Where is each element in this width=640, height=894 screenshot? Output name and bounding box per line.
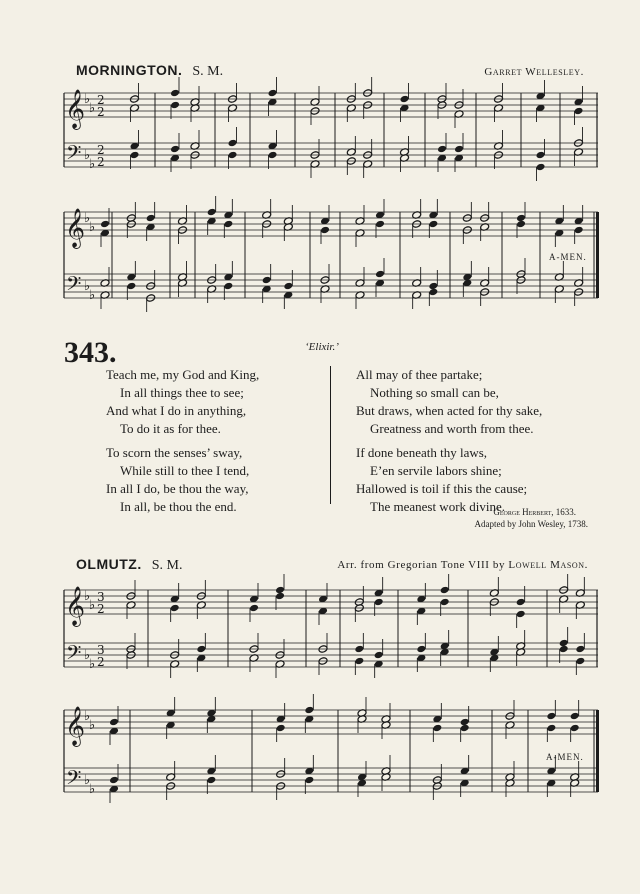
flat-icon: ♭ <box>84 773 91 788</box>
note-head <box>516 598 526 607</box>
note-head <box>437 145 447 154</box>
note-head <box>575 645 585 654</box>
verse-line: To do it as for thee. <box>120 421 221 436</box>
amen-label: A-MEN. <box>549 252 587 262</box>
tune-reference: ‘Elixir.’ <box>305 341 339 353</box>
verses-left-column <box>106 366 326 516</box>
note-head <box>416 645 426 654</box>
flat-icon: ♭ <box>84 92 91 107</box>
stanza <box>106 444 326 516</box>
treble-clef-icon: 𝄞 <box>65 586 86 626</box>
note-head <box>196 645 206 654</box>
note-head <box>536 163 546 172</box>
note-head <box>304 776 314 785</box>
time-signature-icon: 2 <box>97 93 105 107</box>
note-head <box>109 718 119 727</box>
note-head <box>275 592 285 601</box>
note-head <box>223 220 233 229</box>
note-head <box>432 724 442 733</box>
note-head <box>262 276 272 285</box>
verse-line: Nothing so small can be, <box>370 385 499 400</box>
verse-line: Greatness and worth from thee. <box>370 421 534 436</box>
flat-icon: ♭ <box>89 220 96 235</box>
time-signature-icon: 2 <box>97 655 105 669</box>
note-head <box>546 712 556 721</box>
author-credit: George Herbert, 1633. <box>493 507 576 517</box>
note-head <box>454 145 464 154</box>
tune-meter: S. M. <box>151 558 183 573</box>
note-head <box>223 282 233 291</box>
note-head <box>228 139 238 148</box>
tune-meter: S. M. <box>192 64 224 79</box>
note-head <box>536 151 546 160</box>
verses-right-column <box>356 366 596 516</box>
tune-name: MORNINGTON. <box>76 62 183 78</box>
flat-icon: ♭ <box>89 782 96 797</box>
note-head <box>268 89 278 98</box>
note-head <box>574 107 584 116</box>
note-head <box>375 270 385 279</box>
note-head <box>206 776 216 785</box>
time-signature-icon: 2 <box>97 155 105 169</box>
bass-clef-icon: 𝄢 <box>66 766 82 794</box>
flat-icon: ♭ <box>89 598 96 613</box>
flat-icon: ♭ <box>89 718 96 733</box>
flat-icon: ♭ <box>84 148 91 163</box>
note-head <box>170 89 180 98</box>
note-head <box>516 610 526 619</box>
note-head <box>516 220 526 229</box>
composer-prefix: Arr. from Gregorian Tone VIII by <box>337 559 509 571</box>
note-head <box>268 151 278 160</box>
time-signature-icon: 2 <box>97 602 105 616</box>
note-head <box>575 657 585 666</box>
stanza <box>106 366 326 438</box>
note-head <box>170 604 180 613</box>
composer-credit <box>337 559 588 571</box>
note-head <box>170 145 180 154</box>
note-head <box>428 288 438 297</box>
verse-line: The meanest work divine. <box>370 499 506 514</box>
verse-line: And what I do in anything, <box>106 403 247 418</box>
verse-line: All may of thee partake; <box>356 367 483 382</box>
note-head <box>249 604 259 613</box>
flat-icon: ♭ <box>89 157 96 172</box>
note-head <box>126 282 136 291</box>
composer-name: Lowell Mason. <box>508 559 588 571</box>
verse-line: Hallowed is toil if this the cause; <box>356 481 528 496</box>
note-head <box>354 645 364 654</box>
note-head <box>460 724 470 733</box>
flat-icon: ♭ <box>89 288 96 303</box>
note-head <box>570 712 580 721</box>
treble-clef-icon: 𝄞 <box>65 208 86 248</box>
flat-icon: ♭ <box>84 648 91 663</box>
note-head <box>574 226 584 235</box>
note-head <box>375 220 385 229</box>
note-head <box>570 724 580 733</box>
note-head <box>130 151 140 160</box>
verse-line: In all I do, be thou the way, <box>106 481 249 496</box>
verse-line: If done beneath thy laws, <box>356 445 488 460</box>
verse-line: Teach me, my God and King, <box>106 367 260 382</box>
stanza <box>356 366 596 438</box>
note-head <box>428 220 438 229</box>
adapter-credit: Adapted by John Wesley, 1738. <box>474 519 588 529</box>
note-head <box>170 101 180 110</box>
bass-clef-icon: 𝄢 <box>66 272 82 300</box>
bass-clef-icon: 𝄢 <box>66 141 82 169</box>
note-head <box>100 220 110 229</box>
flat-icon: ♭ <box>84 709 91 724</box>
verse-line: To scorn the senses’ sway, <box>106 445 243 460</box>
flat-icon: ♭ <box>89 101 96 116</box>
hymn-number: 343. <box>64 336 117 369</box>
verse-line: In all things thee to see; <box>120 385 244 400</box>
flat-icon: ♭ <box>84 211 91 226</box>
note-head <box>374 598 384 607</box>
flat-icon: ♭ <box>84 589 91 604</box>
note-head <box>559 645 569 654</box>
note-head <box>320 226 330 235</box>
note-head <box>374 651 384 660</box>
note-head <box>440 586 450 595</box>
note-head <box>109 776 119 785</box>
note-head <box>304 706 314 715</box>
note-head <box>440 598 450 607</box>
amen-label: A-MEN. <box>546 752 584 762</box>
verse-line: E’en servile labors shine; <box>370 463 502 478</box>
time-signature-icon: 2 <box>97 143 105 157</box>
time-signature-icon: 3 <box>97 643 105 657</box>
final-barline <box>596 710 599 792</box>
note-head <box>400 95 410 104</box>
time-signature-icon: 2 <box>97 105 105 119</box>
column-divider <box>330 366 331 504</box>
bass-clef-icon: 𝄢 <box>66 641 82 669</box>
tune-name: OLMUTZ. <box>76 556 142 572</box>
note-head <box>283 282 293 291</box>
verse-line: While still to thee I tend, <box>120 463 250 478</box>
final-barline <box>596 212 599 298</box>
note-head <box>228 151 238 160</box>
verse-line: But draws, when acted for thy sake, <box>356 403 543 418</box>
tune-heading-olmutz <box>76 556 182 574</box>
verse-line: In all, be thou the end. <box>120 499 237 514</box>
flat-icon: ♭ <box>84 279 91 294</box>
flat-icon: ♭ <box>89 657 96 672</box>
time-signature-icon: 3 <box>97 590 105 604</box>
note-head <box>146 214 156 223</box>
composer-credit: Garret Wellesley. <box>484 66 584 78</box>
note-head <box>207 208 217 217</box>
note-head <box>354 657 364 666</box>
treble-clef-icon: 𝄞 <box>65 706 86 746</box>
note-head <box>546 724 556 733</box>
treble-clef-icon: 𝄞 <box>65 89 86 129</box>
note-head <box>276 724 286 733</box>
